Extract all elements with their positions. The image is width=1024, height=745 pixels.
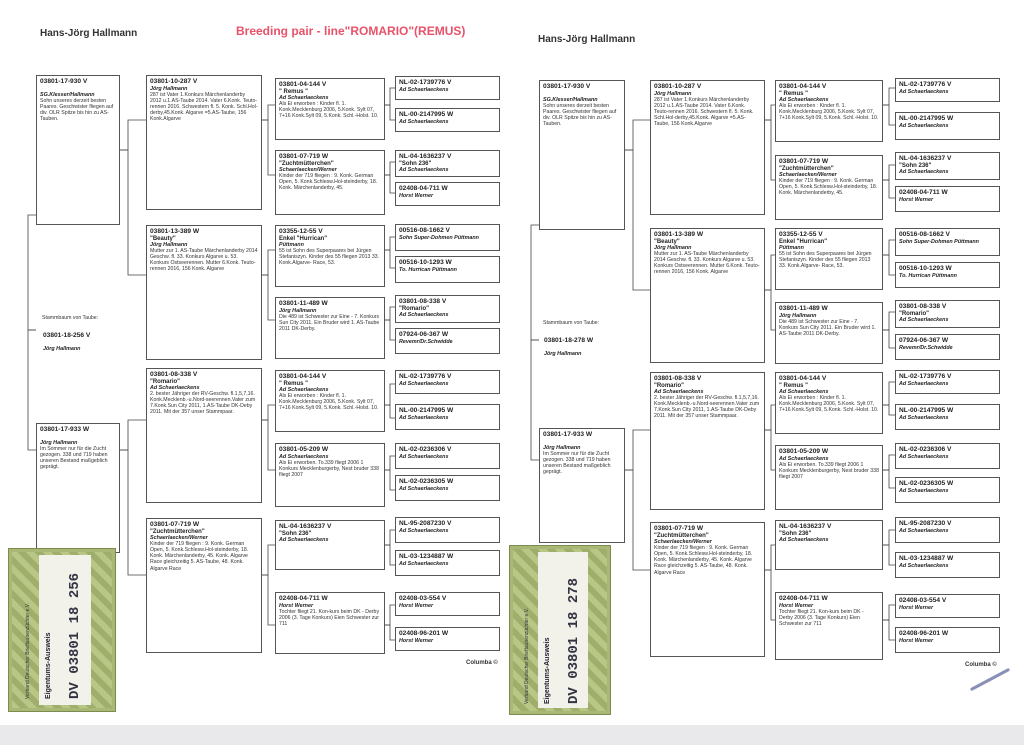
great-grandparent-box: 02408-04-711 W Horst Werner Tochter fliegt 21. Kon-kurs beim DK - Derby 2006 (3. Tage Konkurs) Eien Schwester zur 711 [775, 592, 883, 660]
breeder-name: Hans-Jörg Hallmann [538, 34, 636, 45]
grandparent-box: 03801-08-338 V "Romario" Ad Schaerlaeckens 2. bester Jähriger der RV-Geschw. fl.1,5,7,16. Konk.Mecklenb.-u.Nord-seerennen.Vater zum 7.Konk.Sun City 2011, 1.AS-Taube DK-Deby 2011. Mit der 357 unser Stammpaar. [650, 372, 765, 510]
copyright-label: Columba © [466, 660, 498, 666]
ancestor-box: 02408-96-201 W Horst Werner [395, 627, 500, 651]
scan-background [0, 725, 1024, 745]
ancestor-box: 02408-04-711 W Horst Werner [895, 186, 1000, 212]
great-grandparent-box: 03801-05-209 W Ad Schaerlaeckens Als Ei erworben. To.339 fliegt 2006 1 Konkurs Mecklenburgerby, Nest bruder 338 fliegt 2007 [775, 445, 883, 510]
great-grandparent-box: 03801-04-144 V " Remus " Ad Schaerlaeckens Als Ei erworben : Kinder fl. 1. Konk.Mecklenburg 2006, 5.Konk. Sylt 07, 7+16 Konk.Sylt 09, 5.Konk. Schl.-Holst. 10. [275, 78, 385, 140]
grandparent-box: 03801-10-287 V Jörg Hallmann 287 ist Vater 1.Konkurs Märchenlanderby 2012 u.1.AS-Taube 2014. Vater 6.Konk. Teuto-rennen 2016. Schwestern fl. 5. Konk. Schl.Hol-derby,45.Konk. Algarve =5.AS-Taube, 156 Konk.Algarve [650, 80, 765, 215]
ownership-card-right [509, 545, 611, 715]
great-grandparent-box: 03801-04-144 V " Remus " Ad Schaerlaeckens Als Ei erworben : Kinder fl. 1. Konk.Mecklenburg 2006, 5.Konk. Sylt 07, 7+16 Konk.Sylt 09, 5.Konk. Schl.-Holst. 10. [775, 372, 883, 434]
sire-box: 03801-17-930 V SG.Klesser/Hallmann Sohn unseres derzeit besten Paares. Geschwister fliegen auf div. OLR Spitze bis hin zu AS-Tauben. [539, 80, 625, 230]
pedigree-sheet-left [0, 0, 505, 700]
great-grandparent-box: 03355-12-55 V Enkel "Hurrican" Püttmann 55 ist Sohn des Superpaares bei Jürgen Stefaniszyn. Kinder des 55 fliegen 2013 33. Konk.Algarve- Race, 53. [275, 225, 385, 287]
card-title: Eigentums-Ausweis [45, 632, 52, 699]
great-grandparent-box: 03801-04-144 V " Remus " Ad Schaerlaeckens Als Ei erworben : Kinder fl. 1. Konk.Mecklenburg 2006, 5.Konk. Sylt 07, 7+16 Konk.Sylt 09, 5.Konk. Schl.-Holst. 10. [275, 370, 385, 432]
ancestor-box: NL-02-1739776 V Ad Schaerlaeckens [395, 76, 500, 100]
ownership-card-left [8, 548, 116, 712]
ancestor-box: 00516-10-1293 W To. Hurrican Püttmann [895, 262, 1000, 288]
page-title: Breeding pair - line"ROMARIO"(REMUS) [236, 24, 466, 38]
ancestor-box: NL-02-1739776 V Ad Schaerlaeckens [895, 78, 1000, 102]
ancestor-box: NL-00-2147995 W Ad Schaerlaeckens [895, 112, 1000, 140]
ancestor-box: NL-02-0236305 W Ad Schaerlaeckens [895, 477, 1000, 503]
grandparent-box: 03801-07-719 W "Zuchtmütterchen" Schaerlaecken/Werner Kinder der 719 fliegen : 9. Konk. German Open, 5. Konk.Schlesw.Hol-steinderby, 18. Konk. Märchenlanderby, 45. Konk. Algarve Race gleichzeitig 5. AS-Taube, 48. Konk. Algarve Race [146, 518, 262, 653]
great-grandparent-box: 03801-07-719 W "Zuchtmütterchen" Schaerlaecken/Werner Kinder der 719 fliegen : 9. Konk. German Open, 5. Konk.Schlesw.Hol-steinderby, 18. Konk. Märchenlanderby, 45. [775, 155, 883, 220]
great-grandparent-box: 03801-11-489 W Jörg Hallmann Die 489 ist Schwester zur Eine - 7. Konkurs Sun City 2011. Ein Bruder wird 1. AS-Taube 2011 DK-Derby. [275, 297, 385, 359]
grandparent-box: 03801-07-719 W "Zuchtmütterchen" Schaerlaecken/Werner Kinder der 719 fliegen : 9. Konk. German Open, 5. Konk.Schlesw.Hol-steinderby, 18. Konk. Märchenlanderby, 45. Konk. Algarve Race gleichzeitig 5. AS-Taube, 48. Konk. Algarve Race [650, 522, 765, 657]
great-grandparent-box: NL-04-1636237 V "Sohn 236" Ad Schaerlaeckens [775, 520, 883, 570]
breeder-name: Hans-Jörg Hallmann [40, 28, 138, 39]
stammbaum-label: Stammbaum von Taube: [543, 320, 600, 326]
ancestor-box: 03801-08-338 V "Romario" Ad Schaerlaeckens [895, 300, 1000, 328]
ancestor-box: 07924-06-367 W Revemr/Dr.Schwidde [395, 328, 500, 354]
ancestor-box: NL-00-2147995 W Ad Schaerlaeckens [395, 404, 500, 430]
card-title: Eigentums-Ausweis [544, 637, 551, 704]
stammbaum-label: Stammbaum von Taube: [42, 315, 99, 321]
card-vendor: Verband Deutscher Brieftaubenzüchter e.V. [524, 608, 530, 704]
ancestor-box: NL-00-2147995 W Ad Schaerlaeckens [895, 404, 1000, 430]
ancestor-box: NL-04-1636237 V "Sohn 236" Ad Schaerlaeckens [895, 152, 1000, 180]
ancestor-box: 03801-08-338 V "Romario" Ad Schaerlaeckens [395, 295, 500, 323]
ancestor-box: NL-95-2087230 V Ad Schaerlaeckens [895, 517, 1000, 543]
ancestor-box: NL-03-1234887 W Ad Schaerlaeckens [895, 552, 1000, 578]
ancestor-box: 02408-04-711 W Horst Werner [395, 182, 500, 206]
ancestor-box: NL-00-2147995 W Ad Schaerlaeckens [395, 108, 500, 132]
card-vendor: Verband Deutscher Brieftaubenzüchter e.V. [25, 603, 31, 699]
subject-box: 03801-18-256 V Jörg Hallmann [43, 332, 91, 353]
ancestor-box: NL-04-1636237 V "Sohn 236" Ad Schaerlaeckens [395, 150, 500, 177]
great-grandparent-box: 03801-05-209 W Ad Schaerlaeckens Als Ei erworben. To.339 fliegt 2006 1 Konkurs Mecklenburgerby, Nest bruder 338 fliegt 2007 [275, 443, 385, 507]
grandparent-box: 03801-13-389 W "Beauty" Jörg Hallmann Mutter zur 1. AS-Taube Märchenlanderby 2014 Geschw. fl. 33. Konkurs Algarve u. 53. Konkurs Ostseerennen. Mutter 6.Konk. Teuto-rennen 2016, 156 Konk. Algarve [650, 228, 765, 363]
ancestor-box: 02408-03-554 V Horst Werner [895, 594, 1000, 618]
ancestor-box: 02408-03-554 V Horst Werner [395, 592, 500, 616]
subject-box: 03801-18-278 W Jörg Hallmann [544, 337, 594, 358]
great-grandparent-box: 03801-04-144 V " Remus " Ad Schaerlaeckens Als Ei erworben : Kinder fl. 1. Konk.Mecklenburg 2006, 5.Konk. Sylt 07, 7+16 Konk.Sylt 09, 5.Konk. Schl.-Holst. 10. [775, 80, 883, 142]
sire-box: 03801-17-930 V SG.Klesser/Hallmann Sohn unseres derzeit besten Paares. Geschwister fliegen auf div. OLR Spitze bis hin zu AS-Tauben. [36, 75, 120, 225]
card-ring-number: DV 03801 18 256 [67, 572, 83, 699]
dam-box: 03801-17-933 W Jörg Hallmann Im Sommer nur für die Zucht gezogen. 338 und 719 haben unseren Bestand maßgeblich geprägt. [36, 423, 120, 553]
ancestor-box: NL-02-1739776 V Ad Schaerlaeckens [395, 370, 500, 394]
great-grandparent-box: NL-04-1636237 V "Sohn 236" Ad Schaerlaeckens [275, 520, 385, 570]
grandparent-box: 03801-10-287 V Jörg Hallmann 287 ist Vater 1.Konkurs Märchenlanderby 2012 u.1.AS-Taube 2014. Vater 6.Konk. Teuto-rennen 2016. Schwestern fl. 5. Konk. Schl.Hol-derby,45.Konk. Algarve =5.AS-Taube, 156 Konk.Algarve [146, 75, 262, 210]
ancestor-box: 07924-06-367 W Revemr/Dr.Schwidde [895, 334, 1000, 360]
ancestor-box: NL-02-0236306 V Ad Schaerlaeckens [395, 443, 500, 469]
copyright-label: Columba © [965, 662, 997, 668]
great-grandparent-box: 03801-07-719 W "Zuchtmütterchen" Schaerlaecken/Werner Kinder der 719 fliegen : 9. Konk. German Open, 5. Konk.Schlesw.Hol-steinderby, 18. Konk. Märchenlanderby, 45. [275, 150, 385, 215]
ancestor-box: NL-02-1739776 V Ad Schaerlaeckens [895, 370, 1000, 394]
ancestor-box: NL-02-0236305 W Ad Schaerlaeckens [395, 475, 500, 501]
grandparent-box: 03801-08-338 V "Romario" Ad Schaerlaeckens 2. bester Jähriger der RV-Geschw. fl.1,5,7,16. Konk.Mecklenb.-u.Nord-seerennen.Vater zum 7.Konk.Sun City 2011, 1.AS-Taube DK-Deby 2011. Mit der 357 unser Stammpaar. [146, 368, 262, 503]
ancestor-box: NL-95-2087230 V Ad Schaerlaeckens [395, 517, 500, 543]
dam-box: 03801-17-933 W Jörg Hallmann Im Sommer nur für die Zucht gezogen. 338 und 719 haben unseren Bestand maßgeblich geprägt. [539, 428, 625, 543]
great-grandparent-box: 03355-12-55 V Enkel "Hurrican" Püttmann 55 ist Sohn des Superpaares bei Jürgen Stefaniszyn. Kinder des 55 fliegen 2013 33. Konk.Algarve- Race, 53. [775, 228, 883, 290]
card-ring-number: DV 03801 18 278 [566, 577, 582, 704]
grandparent-box: 03801-13-389 W "Beauty" Jörg Hallmann Mutter zur 1. AS-Taube Märchenlanderby 2014 Geschw. fl. 33. Konkurs Algarve u. 53. Konkurs Ostseerennen. Mutter 6.Konk. Teuto-rennen 2016, 156 Konk. Algarve [146, 225, 262, 360]
ancestor-box: 00516-08-1662 V Sohn Super-Dohmen Püttmann [395, 224, 500, 251]
ancestor-box: 00516-08-1662 V Sohn Super-Dohmen Püttmann [895, 228, 1000, 256]
great-grandparent-box: 02408-04-711 W Horst Werner Tochter fliegt 21. Kon-kurs beim DK - Derby 2006 (3. Tage Konkurs) Eien Schwester zur 711 [275, 592, 385, 654]
ancestor-box: 00516-10-1293 W To. Hurrican Püttmann [395, 256, 500, 283]
pedigree-sheet-right [505, 0, 1024, 725]
great-grandparent-box: 03801-11-489 W Jörg Hallmann Die 489 ist Schwester zur Eine - 7. Konkurs Sun City 2011. Ein Bruder wird 1. AS-Taube 2011 DK-Derby. [775, 302, 883, 364]
ancestor-box: NL-02-0236306 V Ad Schaerlaeckens [895, 443, 1000, 469]
ancestor-box: 02408-96-201 W Horst Werner [895, 627, 1000, 653]
ancestor-box: NL-03-1234887 W Ad Schaerlaeckens [395, 550, 500, 576]
